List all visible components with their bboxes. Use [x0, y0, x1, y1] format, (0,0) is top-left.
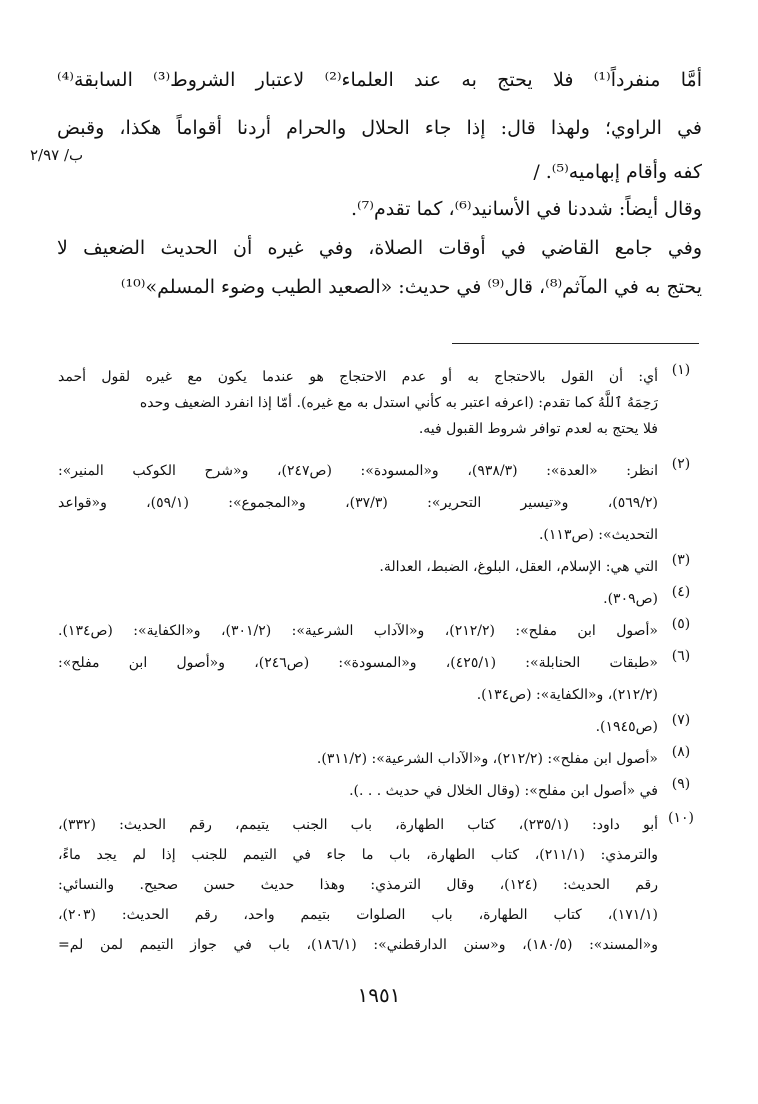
footnote-number: (٢): [671, 456, 691, 472]
main-text-line: كفه وأقام إبهاميه⁽⁵⁾. /: [533, 161, 702, 183]
footnote-line: «أصول ابن مفلح»: (٢١٢/٢)، و«الآداب الشرعية»: (٣٠١/٢)، و«الكفاية»: (ص١٣٤).: [58, 623, 658, 639]
main-text-line: في الراوي؛ ولهذا قال: إذا جاء الحلال والحرام أردنا أقواماً هكذا، وقبض: [57, 117, 702, 139]
footnote-number: (٧): [671, 712, 691, 728]
footnote-line: أبو داود: (٢٣٥/١)، كتاب الطهارة، باب الجنب يتيمم، رقم الحديث: (٣٣٢)،: [58, 817, 658, 833]
footnote-line: و«المسند»: (١٨٠/٥)، و«سنن الدارقطني»: (١٨٦/١)، باب في جواز التيمم لمن لم=: [58, 937, 658, 953]
footnote-line: التحديث»: (ص١١٣).: [538, 527, 658, 543]
footnote-number: (٨): [671, 744, 691, 760]
footnote-separator: [452, 343, 699, 344]
main-text-line: يحتج به في المآثم⁽⁸⁾، قال⁽⁹⁾ في حديث: «الصعيد الطيب وضوء المسلم»⁽¹⁰⁾: [120, 276, 702, 298]
footnote-line: فلا يحتج به لعدم توافر شروط القبول فيه.: [418, 421, 658, 437]
footnote-line: في «أصول ابن مفلح»: (وقال الخلال في حديث . . .).: [349, 783, 658, 799]
footnote-number: (٥): [671, 616, 691, 632]
main-text-line: وقال أيضاً: شددنا في الأسانيد⁽⁶⁾، كما تقدم⁽⁷⁾.: [350, 198, 702, 220]
footnote-line: التي هي: الإسلام، العقل، البلوغ، الضبط، العدالة.: [379, 559, 658, 575]
footnote-number: (٩): [671, 776, 691, 792]
footnote-line: «أصول ابن مفلح»: (٢١٢/٢)، و«الآداب الشرعية»: (٣١١/٢).: [316, 751, 658, 767]
footnote-number: (٤): [671, 584, 691, 600]
footnote-line: والترمذي: (٢١١/١)، كتاب الطهارة، باب ما جاء في التيمم للجنب إذا لم يجد ماءً،: [58, 847, 658, 863]
footnote-line: انظر: «العدة»: (٩٣٨/٣)، و«المسودة»: (ص٢٤٧)، و«شرح الكوكب المنير»:: [58, 463, 658, 479]
footnote-line: (ص٣٠٩).: [603, 591, 658, 607]
footnote-line: (٢١٢/٢)، و«الكفاية»: (ص١٣٤).: [476, 687, 658, 703]
page-number: ١٩٥١: [357, 983, 401, 1007]
manuscript-folio-note: ب/ ٢/٩٧: [30, 146, 84, 164]
footnote-line: رقم الحديث: (١٢٤)، وقال الترمذي: وهذا حديث حسن صحيح. والنسائي:: [58, 877, 658, 893]
footnote-number: (٣): [671, 552, 691, 568]
footnote-line: «طبقات الحنابلة»: (٤٢٥/١)، و«المسودة»: (ص٢٤٦)، و«أصول ابن مفلح»:: [58, 655, 658, 671]
footnote-number: (١): [671, 362, 691, 378]
main-text-line: أمَّا منفرداً⁽¹⁾ فلا يحتج به عند العلماء⁽²⁾ لاعتبار الشروط⁽³⁾ السابقة⁽⁴⁾: [57, 69, 702, 91]
main-text-line: وفي جامع القاضي في أوقات الصلاة، وفي غيره أن الحديث الضعيف لا: [57, 237, 702, 259]
footnote-number: (١٠): [668, 810, 694, 826]
footnote-number: (٦): [671, 648, 691, 664]
footnote-line: (١٧١/١)، كتاب الطهارة، باب الصلوات بتيمم واحد، رقم الحديث: (٢٠٣)،: [58, 907, 658, 923]
footnote-line: (٥٦٩/٢)، و«تيسير التحرير»: (٣٧/٣)، و«المجموع»: (٥٩/١)، و«قواعد: [58, 495, 658, 511]
footnote-line: (ص١٩٤٥).: [595, 719, 658, 735]
footnote-line: رَحِمَهُ ٱللَّهُ كما تقدم: (اعرفه اعتبر به كأني استدل به مع غيره). أمّا إذا انفرد الضعيف وحده: [139, 395, 658, 411]
footnote-line: أي: أن القول بالاحتجاج به أو عدم الاحتجاج هو عندما يكون مع غيره لقول أحمد: [58, 369, 658, 385]
